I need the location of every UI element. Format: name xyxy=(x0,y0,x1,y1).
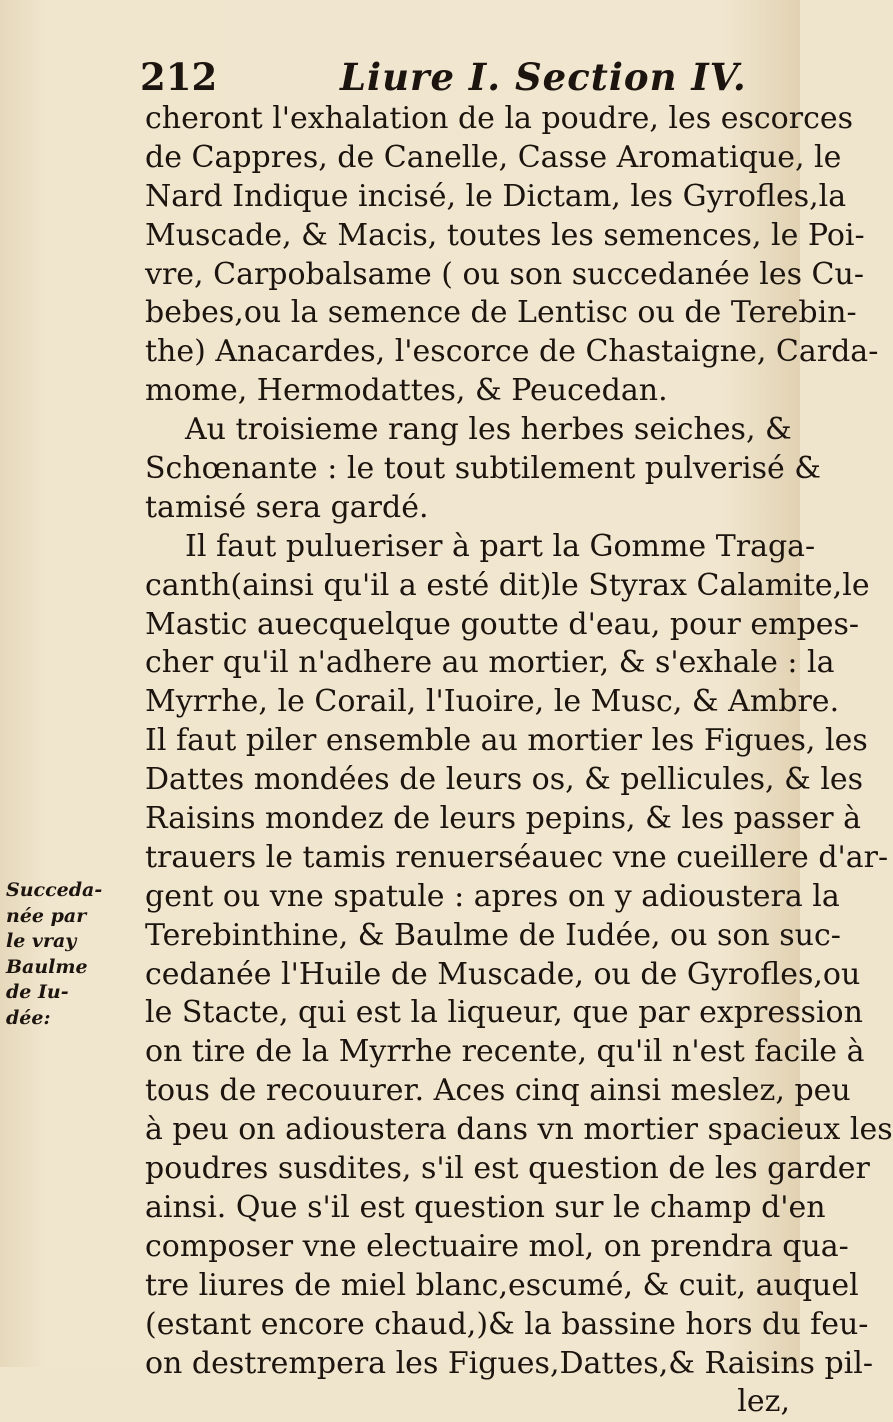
text-line: de Cappres, de Canelle, Casse Aromatique, le xyxy=(145,139,842,175)
body-text xyxy=(145,100,893,1422)
margin-note xyxy=(6,878,138,1031)
text-line: Raisins mondez de leurs pepins, & les passer à xyxy=(145,801,862,837)
text-line: cedanée l'Huile de Muscade, ou de Gyrofles,ou xyxy=(145,956,861,992)
text-line: mome, Hermodattes, & Peucedan. xyxy=(145,373,668,409)
text-line: le Stacte, qui est la liqueur, que par expression xyxy=(145,995,863,1031)
text-line: composer vne electuaire mol, on prendra qua- xyxy=(145,1228,849,1264)
text-line: Il faut piler ensemble au mortier les Figues, les xyxy=(145,723,868,759)
text-line: Nard Indique incisé, le Dictam, les Gyrofles,la xyxy=(145,178,847,214)
text-line: ainsi. Que s'il est question sur le champ d'en xyxy=(145,1189,826,1225)
text-line: canth(ainsi qu'il a esté dit)le Styrax Calamite,le xyxy=(145,567,870,603)
margin-note-line: le vray xyxy=(6,930,77,952)
text-line: tamisé sera gardé. xyxy=(145,489,429,525)
running-title: Liure I. Section IV. xyxy=(340,55,747,99)
text-line: gent ou vne spatule : apres on y adioustera la xyxy=(145,878,840,914)
page-number: 212 xyxy=(140,55,218,99)
text-line: Dattes mondées de leurs os, & pellicules, & les xyxy=(145,762,864,798)
text-line: Schœnante : le tout subtilement pulverisé & xyxy=(145,451,821,487)
text-line: cheront l'exhalation de la poudre, les escorces xyxy=(145,101,854,136)
margin-note-line: Succeda- xyxy=(6,879,103,901)
text-line: vre, Carpobalsame ( ou son succedanée les Cu- xyxy=(145,256,864,292)
text-line: tre liures de miel blanc,escumé, & cuit, auquel xyxy=(145,1267,859,1303)
margin-note-line: de Iu- xyxy=(6,981,69,1003)
text-line: on destrempera les Figues,Dattes,& Raisins pil- xyxy=(145,1345,873,1381)
text-line: (estant encore chaud,)& la bassine hors du feu- xyxy=(145,1306,869,1342)
text-line: the) Anacardes, l'escorce de Chastaigne, Carda- xyxy=(145,334,879,370)
text-line: trauers le tamis renuerséauec vne cueillere d'ar- xyxy=(145,839,889,875)
margin-note-line: dée: xyxy=(6,1006,51,1029)
text-line: Il faut pulueriser à part la Gomme Traga- xyxy=(185,528,816,564)
text-line: Muscade, & Macis, toutes les semences, le Poi- xyxy=(145,217,865,253)
text-line: bebes,ou la semence de Lentisc ou de Terebin- xyxy=(145,295,857,331)
text-line: Myrrhe, le Corail, l'Iuoire, le Musc, & Ambre. xyxy=(145,684,840,720)
margin-note-line: Baulme xyxy=(6,955,88,978)
text-line: Au troisieme rang les herbes seiches, & xyxy=(185,412,792,448)
text-line: Mastic auecquelque goutte d'eau, pour empes- xyxy=(145,606,860,642)
text-line: on tire de la Myrrhe recente, qu'il n'est facile à xyxy=(145,1034,865,1070)
text-line: poudres susdites, s'il est question de les garder xyxy=(145,1151,870,1187)
page-header xyxy=(140,52,780,102)
margin-note-line: née par xyxy=(6,904,87,927)
text-line: tous de recouurer. Aces cinq ainsi meslez, peu xyxy=(145,1073,851,1109)
text-line: Terebinthine, & Baulme de Iudée, ou son suc- xyxy=(145,917,841,953)
text-line: cher qu'il n'adhere au mortier, & s'exhale : la xyxy=(145,645,835,681)
text-line: lez, xyxy=(737,1384,790,1420)
text-line: à peu on adioustera dans vn mortier spacieux les xyxy=(145,1112,893,1148)
